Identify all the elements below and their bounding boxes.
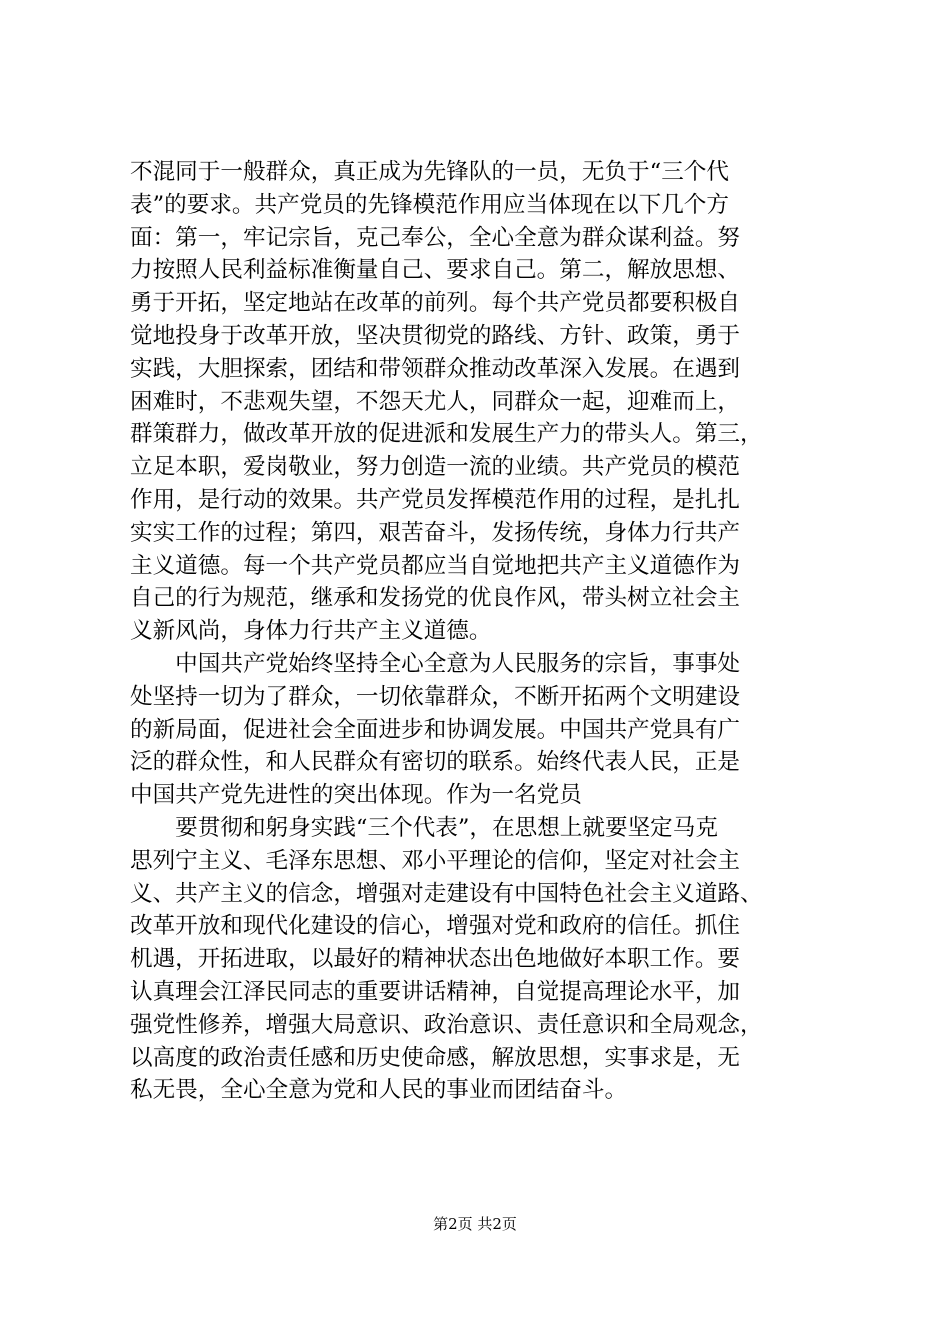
text-line: 强党性修养，增强大局意识、政治意识、责任意识和全局观念， — [130, 1011, 763, 1038]
text-line: 私无畏，全心全意为党和人民的事业而团结奋斗。 — [130, 1077, 628, 1104]
text-line: 中国共产党先进性的突出体现。作为一名党员 — [130, 782, 582, 809]
text-line: 主义道德。每一个共产党员都应当自觉地把共产主义道德作为 — [130, 552, 741, 579]
text-line: 实实工作的过程；第四，艰苦奋斗，发扬传统，身体力行共产 — [130, 519, 741, 546]
text-line: 中国共产党始终坚持全心全意为人民服务的宗旨，事事处 — [130, 650, 741, 677]
text-line: 勇于开拓，坚定地站在改革的前列。每个共产党员都要积极自 — [130, 290, 741, 317]
text-line: 面：第一，牢记宗旨，克己奉公，全心全意为群众谋利益。努 — [130, 224, 741, 251]
text-line: 要贯彻和躬身实践“三个代表”，在思想上就要坚定马克 — [130, 814, 718, 841]
text-line: 自己的行为规范，继承和发扬党的优良作风，带头树立社会主 — [130, 585, 741, 612]
text-line: 认真理会江泽民同志的重要讲话精神，自觉提高理论水平，加 — [130, 978, 741, 1005]
text-line: 实践，大胆探索，团结和带领群众推动改革深入发展。在遇到 — [130, 355, 741, 382]
text-line: 处坚持一切为了群众，一切依靠群众，不断开拓两个文明建设 — [130, 683, 741, 710]
text-line: 不混同于一般群众，真正成为先锋队的一员，无负于“三个代 — [130, 159, 729, 185]
text-line: 的新局面，促进社会全面进步和协调发展。中国共产党具有广 — [130, 716, 741, 743]
text-line: 泛的群众性，和人民群众有密切的联系。始终代表人民，正是 — [130, 749, 741, 776]
text-line: 义、共产主义的信念，增强对走建设有中国特色社会主义道路、 — [130, 880, 763, 907]
text-line: 困难时，不悲观失望，不怨天尤人，同群众一起，迎难而上， — [130, 388, 741, 415]
text-line: 群策群力，做改革开放的促进派和发展生产力的带头人。第三， — [130, 421, 763, 448]
text-line: 立足本职，爱岗敬业，努力创造一流的业绩。共产党员的模范 — [130, 454, 741, 481]
text-line: 改革开放和现代化建设的信心，增强对党和政府的信任。抓住 — [130, 913, 741, 940]
text-line: 以高度的政治责任感和历史使命感，解放思想，实事求是，无 — [130, 1044, 741, 1071]
text-line: 作用，是行动的效果。共产党员发挥模范作用的过程，是扎扎 — [130, 486, 741, 513]
text-line: 觉地投身于改革开放，坚决贯彻党的路线、方针、政策，勇于 — [130, 322, 741, 349]
text-line: 机遇，开拓进取，以最好的精神状态出色地做好本职工作。要 — [130, 946, 741, 973]
body-text — [130, 156, 830, 1107]
text-line: 表”的要求。共产党员的先锋模范作用应当体现在以下几个方 — [130, 191, 729, 218]
text-line: 思列宁主义、毛泽东思想、邓小平理论的信仰，坚定对社会主 — [130, 847, 741, 874]
page-number-footer: 第2页 共2页 — [433, 1215, 517, 1233]
text-line: 力按照人民利益标准衡量自己、要求自己。第二，解放思想、 — [130, 257, 741, 284]
text-line: 义新风尚，身体力行共产主义道德。 — [130, 618, 492, 645]
